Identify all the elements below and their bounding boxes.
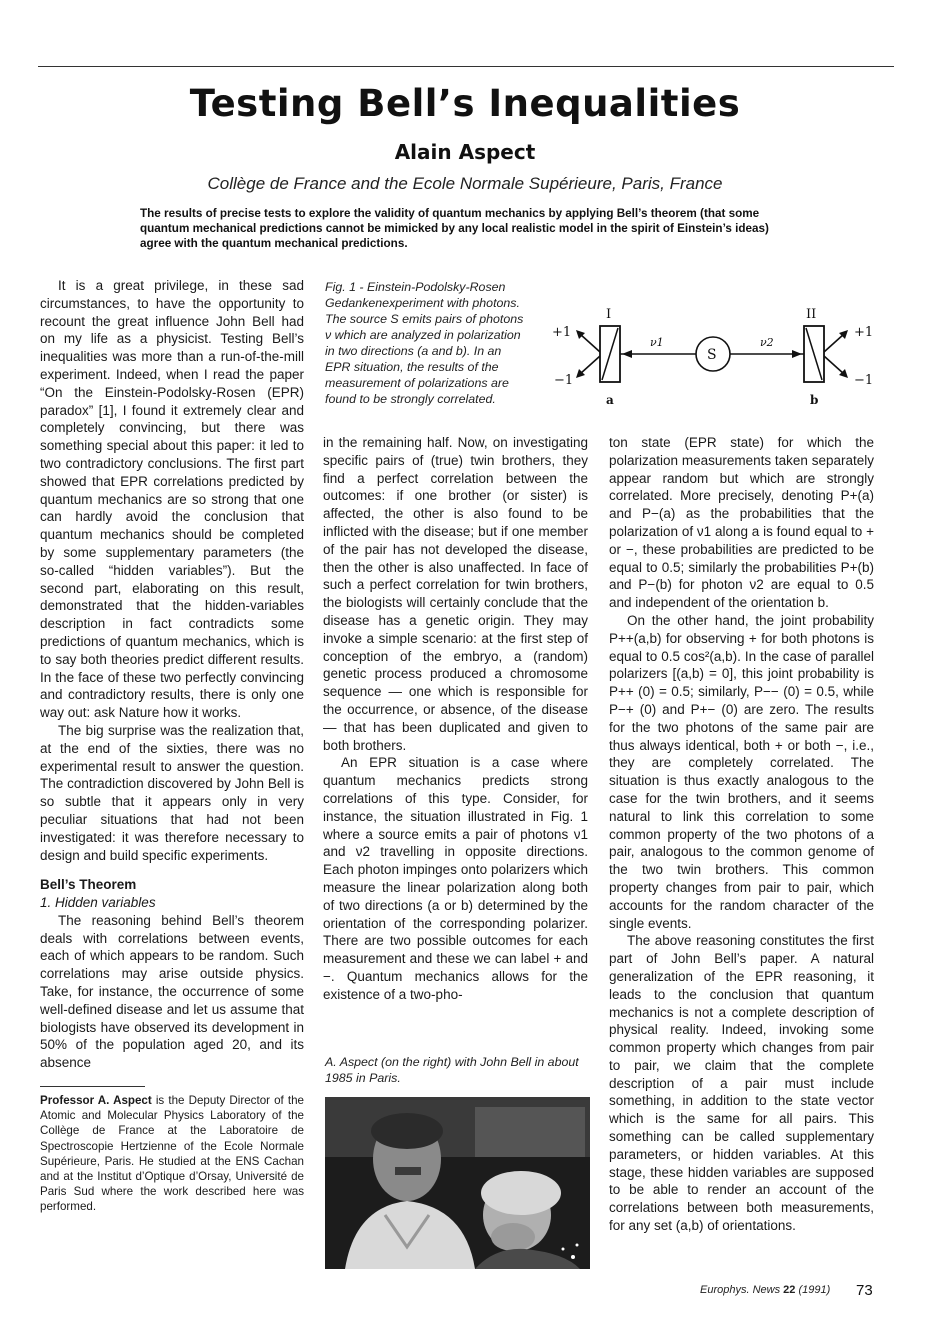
label-plus1-left: +1 xyxy=(552,325,572,340)
label-I: I xyxy=(606,307,612,322)
beam-right-lower xyxy=(824,356,844,374)
paragraph: The above reasoning constitutes the first part of John Bell’s paper. A natural generalization of the EPR reasoning, it leads to the conclusion that quantum mechanics is not a complete description of physical reality. Indeed, invoking some common property which changes from pair to pair, we claim that the complete description of a pair must include something, in addition to the state vector which is the same for all pairs. This something can be called supplementary parameters, or hidden variables. At this stage, these hidden variables are supposed to be able to render an account of the correlations between both measurements, for any set (a,b) of orientations. xyxy=(609,933,874,1234)
epr-diagram xyxy=(538,296,884,414)
arrowhead-nu1 xyxy=(622,350,632,358)
beam-left-upper xyxy=(580,334,600,352)
polarizer-left-diagonal xyxy=(602,328,618,380)
article-title: Testing Bell’s Inequalities xyxy=(189,82,741,125)
header-rule xyxy=(38,66,894,67)
polarizer-right-diagonal xyxy=(806,328,822,380)
journal-volume: 22 xyxy=(783,1284,796,1296)
photo-aspect-and-bell xyxy=(325,1097,590,1269)
section-heading: Bell’s Theorem xyxy=(40,877,137,893)
photo-image xyxy=(325,1097,590,1269)
paragraph: ton state (EPR state) for which the polarization measurements taken separately appear random but which are strongly correlated. More precisely, denoting P+(a) and P−(a) as the probabilities that the polarization of ν1 along a is found equal to + or −, these probabilities are predicted to be equal to 0.5; similarly the probabilities P+(b) and P−(b) for photon ν2 are equal to 0.5 and independent of the orientation b. xyxy=(609,435,874,611)
column-3 xyxy=(609,434,874,1235)
column-2 xyxy=(323,434,588,1004)
page-number: 73 xyxy=(856,1282,873,1299)
beam-right-upper xyxy=(824,334,844,352)
paragraph: The big surprise was the realization that, at the end of the sixties, there was no experimental result to answer the question. The contradiction discovered by John Bell is so subtle that it appears only in very peculiar situations that had not been investigated: it was therefore necessary to design and build specific experiments. xyxy=(40,722,304,863)
label-plus1-right: +1 xyxy=(854,325,874,340)
label-nu2: ν2 xyxy=(760,336,774,349)
journal-name: Europhys. News xyxy=(700,1284,781,1296)
figure-caption: Fig. 1 - Einstein-Podolsky-Rosen Gedankenexperiment with photons. The source S emits pairs of photons ν which are analyzed in polarization in two directions (a and b). In an EPR situation, the results of the measurement of polarizations are found to be strongly correlated. xyxy=(325,280,524,406)
paragraph: On the other hand, the joint probability P++(a,b) for observing + for both photons is equal to 0.5 cos²(a,b). In the case of parallel polarizers [(a,b) = 0], this joint probability is P++ (0) = 0.5; similarly, P−− (0) = 0.5, while P−+ (0) and P+− (0) are zero. The results for the two photons of the same pair are thus always identical, both + or both −, i.e., they are completely correlated. The situation is thus exactly analogous to the case for the twin brothers, and it seems natural to link this correlation to some common property of the two photons of a pair, analogous to the common genome of the two twin brothers. This common property changes from pair to pair, which accounts for the random character of the single events. xyxy=(609,612,874,931)
author-name: Alain Aspect xyxy=(394,140,536,164)
paragraph: in the remaining half. Now, on investigating specific pairs of (true) twin brothers, they find a perfect correlation between the outcomes: if one brother (or sister) is affected, the other is also found to be inflicted with the disease; but if one member of the pair has not developed the disease, then the other is also unaffected. In face of such a perfect correlation for twin brothers, the biologists will certainly conclude that the disease has a genetic origin. They may invoke a simple scenario: at the first step of conception of the embryo, a (random) genetic process produced a chromosome sequence — one which is responsible for the occurrence, or absence, of the disease — that has been duplicated and given to both brothers. xyxy=(323,435,588,753)
author-bio xyxy=(40,1093,304,1215)
label-minus1-left: −1 xyxy=(554,373,574,388)
paragraph: The reasoning behind Bell’s theorem deals with correlations between events, each of which appears to be random. Such correlations may arise outside physics. Take, for instance, the occurrence of some well-defined disease and let us assume that biologists have observed its development in 50% of the population aged 20, and its absence xyxy=(40,912,304,1071)
paragraph: An EPR situation is a case where quantum mechanics predicts strong correlations of this type. Consider, for instance, the situation illustrated in Fig. 1 where a source emits a pair of photons ν1 and ν2 travelling in opposite directions. Each photon impinges onto polarizers which measure the linear polarization along both of two directions (a or b) determined by the orientation of the corresponding polarizer. There are two possible outcomes for each measurement and these we can label + and −. Quantum mechanics allows for the existence of a two-pho- xyxy=(323,755,588,1002)
label-source: S xyxy=(707,347,717,363)
journal-citation xyxy=(700,1284,830,1296)
paragraph: It is a great privilege, in these sad circumstances, to have the opportunity to recount the great influence John Bell had on my life as a physicist. Testing Bell’s inequalities was more than a run-of-the-mill experiment. Indeed, when I read the paper “On the Einstein-Podolsky-Rosen (EPR) paradox” [1], I found it extremely clear and completely convincing, but there was something special about this paper: it led to two contradictory conclusions. The first part showed that EPR correlations predicted by quantum mechanics are so strong that one can hardly avoid the conclusion that quantum mechanics should be completed by some supplementary parameters (the so-called “hidden variables”). But the second part, elaborating on this result, demonstrated that the hidden-variables description in fact contradicts some predictions of quantum mechanics, which is to say both theories predict different results. In the face of these two perfectly convincing and contradictory results, there is only one way out: ask Nature how it works. xyxy=(40,278,304,721)
bio-name: Professor A. Aspect xyxy=(40,1094,152,1108)
label-a: a xyxy=(606,393,614,407)
label-minus1-right: −1 xyxy=(854,373,874,388)
subsection-heading: 1. Hidden variables xyxy=(40,895,156,911)
label-nu1: ν1 xyxy=(650,336,664,349)
bio-text: is the Deputy Director of the Atomic and Molecular Physics Laboratory of the Collège de France at the Laboratoire de Spectroscopie Hertzienne of the Ecole Normale Supérieure, Paris. He studied at the ENS Cachan and at the Institut d’Optique d’Orsay, Université de Paris Sud where the work described here was performed. xyxy=(40,1094,305,1214)
author-affiliation: Collège de France and the Ecole Normale Supérieure, Paris, France xyxy=(207,174,723,193)
label-b: b xyxy=(810,393,819,407)
beam-left-lower xyxy=(580,356,600,374)
column-1 xyxy=(40,277,304,1215)
label-II: II xyxy=(806,307,817,322)
footnote-divider xyxy=(40,1086,145,1087)
abstract: The results of precise tests to explore the validity of quantum mechanics by applying Bell’s theorem (that some quantum mechanical predictions cannot be mimicked by any local realistic model in the spirit of Einstein’s ideas) agree with the quantum mechanical predictions. xyxy=(140,207,769,250)
arrowhead-nu2 xyxy=(792,350,802,358)
photo-caption: A. Aspect (on the right) with John Bell in about 1985 in Paris. xyxy=(325,1055,579,1085)
journal-year: (1991) xyxy=(798,1284,831,1296)
